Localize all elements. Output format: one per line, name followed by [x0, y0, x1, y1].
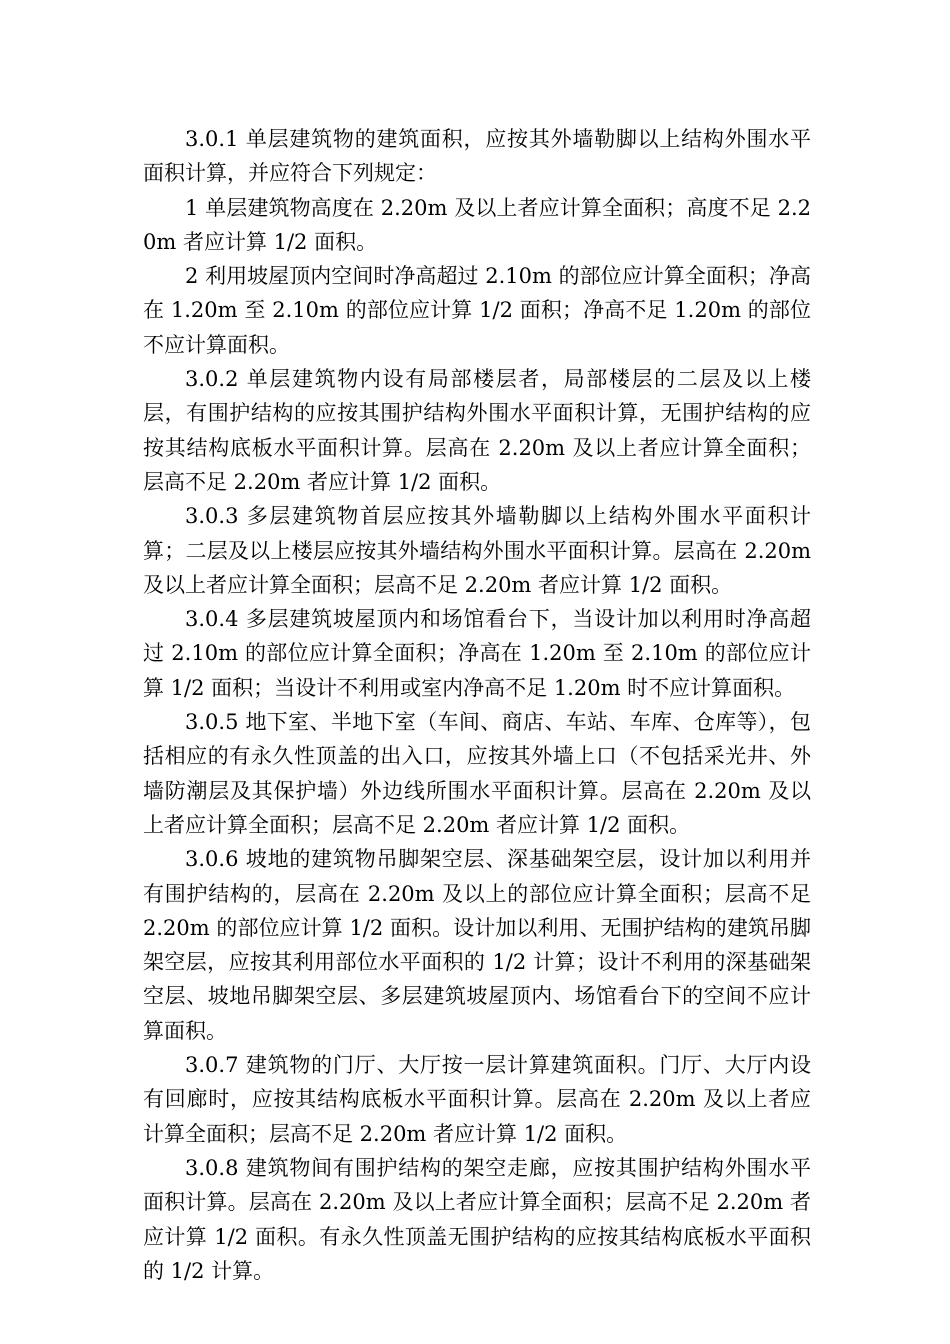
paragraph-3-0-1-item-1: 1 单层建筑物高度在 2.20m 及以上者应计算全面积；高度不足 2.20m 者应计算 1/2 面积。	[143, 195, 811, 254]
paragraph-3-0-8: 3.0.8 建筑物间有围护结构的架空走廊，应按其围护结构外围水平面积计算。层高在 2.20m 及以上者应计算全面积；层高不足 2.20m 者应计算 1/2 面积。有永久性顶盖无围护结构的应按其结构底板水平面积的 1/2 计算。	[143, 1155, 811, 1283]
paragraph-3-0-7: 3.0.7 建筑物的门厅、大厅按一层计算建筑面积。门厅、大厅内设有回廊时，应按其结构底板水平面积计算。层高在 2.20m 及以上者应计算全面积；层高不足 2.20m 者应计算 1/2 面积。	[143, 1053, 811, 1146]
paragraph-3-0-2: 3.0.2 单层建筑物内设有局部楼层者，局部楼层的二层及以上楼层，有围护结构的应按其围护结构外围水平面积计算，无围护结构的应按其结构底板水平面积计算。层高在 2.20m 及以上者应计算全面积；层高不足 2.20m 者应计算 1/2 面积。	[143, 367, 811, 494]
paragraph-3-0-1: 3.0.1 单层建筑物的建筑面积，应按其外墙勒脚以上结构外围水平面积计算，并应符合下列规定：	[143, 127, 811, 186]
document-body	[143, 122, 811, 1288]
paragraph-3-0-1-item-2: 2 利用坡屋顶内空间时净高超过 2.10m 的部位应计算全面积；净高在 1.20m 至 2.10m 的部位应计算 1/2 面积；净高不足 1.20m 的部位不应计算面积。	[143, 264, 811, 357]
paragraph-3-0-5: 3.0.5 地下室、半地下室（车间、商店、车站、车库、仓库等），包括相应的有永久性顶盖的出入口，应按其外墙上口（不包括采光井、外墙防潮层及其保护墙）外边线所围水平面积计算。层高在 2.20m 及以上者应计算全面积；层高不足 2.20m 者应计算 1/2 面积。	[143, 710, 811, 837]
paragraph-3-0-3: 3.0.3 多层建筑物首层应按其外墙勒脚以上结构外围水平面积计算；二层及以上楼层应按其外墙结构外围水平面积计算。层高在 2.20m 及以上者应计算全面积；层高不足 2.20m 者应计算 1/2 面积。	[143, 504, 811, 597]
paragraph-3-0-4: 3.0.4 多层建筑坡屋顶内和场馆看台下，当设计加以利用时净高超过 2.10m 的部位应计算全面积；净高在 1.20m 至 2.10m 的部位应计算 1/2 面积；当设计不利用或室内净高不足 1.20m 时不应计算面积。	[143, 607, 811, 700]
paragraph-3-0-6: 3.0.6 坡地的建筑物吊脚架空层、深基础架空层，设计加以利用并有围护结构的，层高在 2.20m 及以上的部位应计算全面积；层高不足 2.20m 的部位应计算 1/2 面积。设计加以利用、无围护结构的建筑吊脚架空层，应按其利用部位水平面积的 1/2 计算；设计不利用的深基础架空层、坡地吊脚架空层、多层建筑坡屋顶内、场馆看台下的空间不应计算面积。	[143, 847, 811, 1043]
